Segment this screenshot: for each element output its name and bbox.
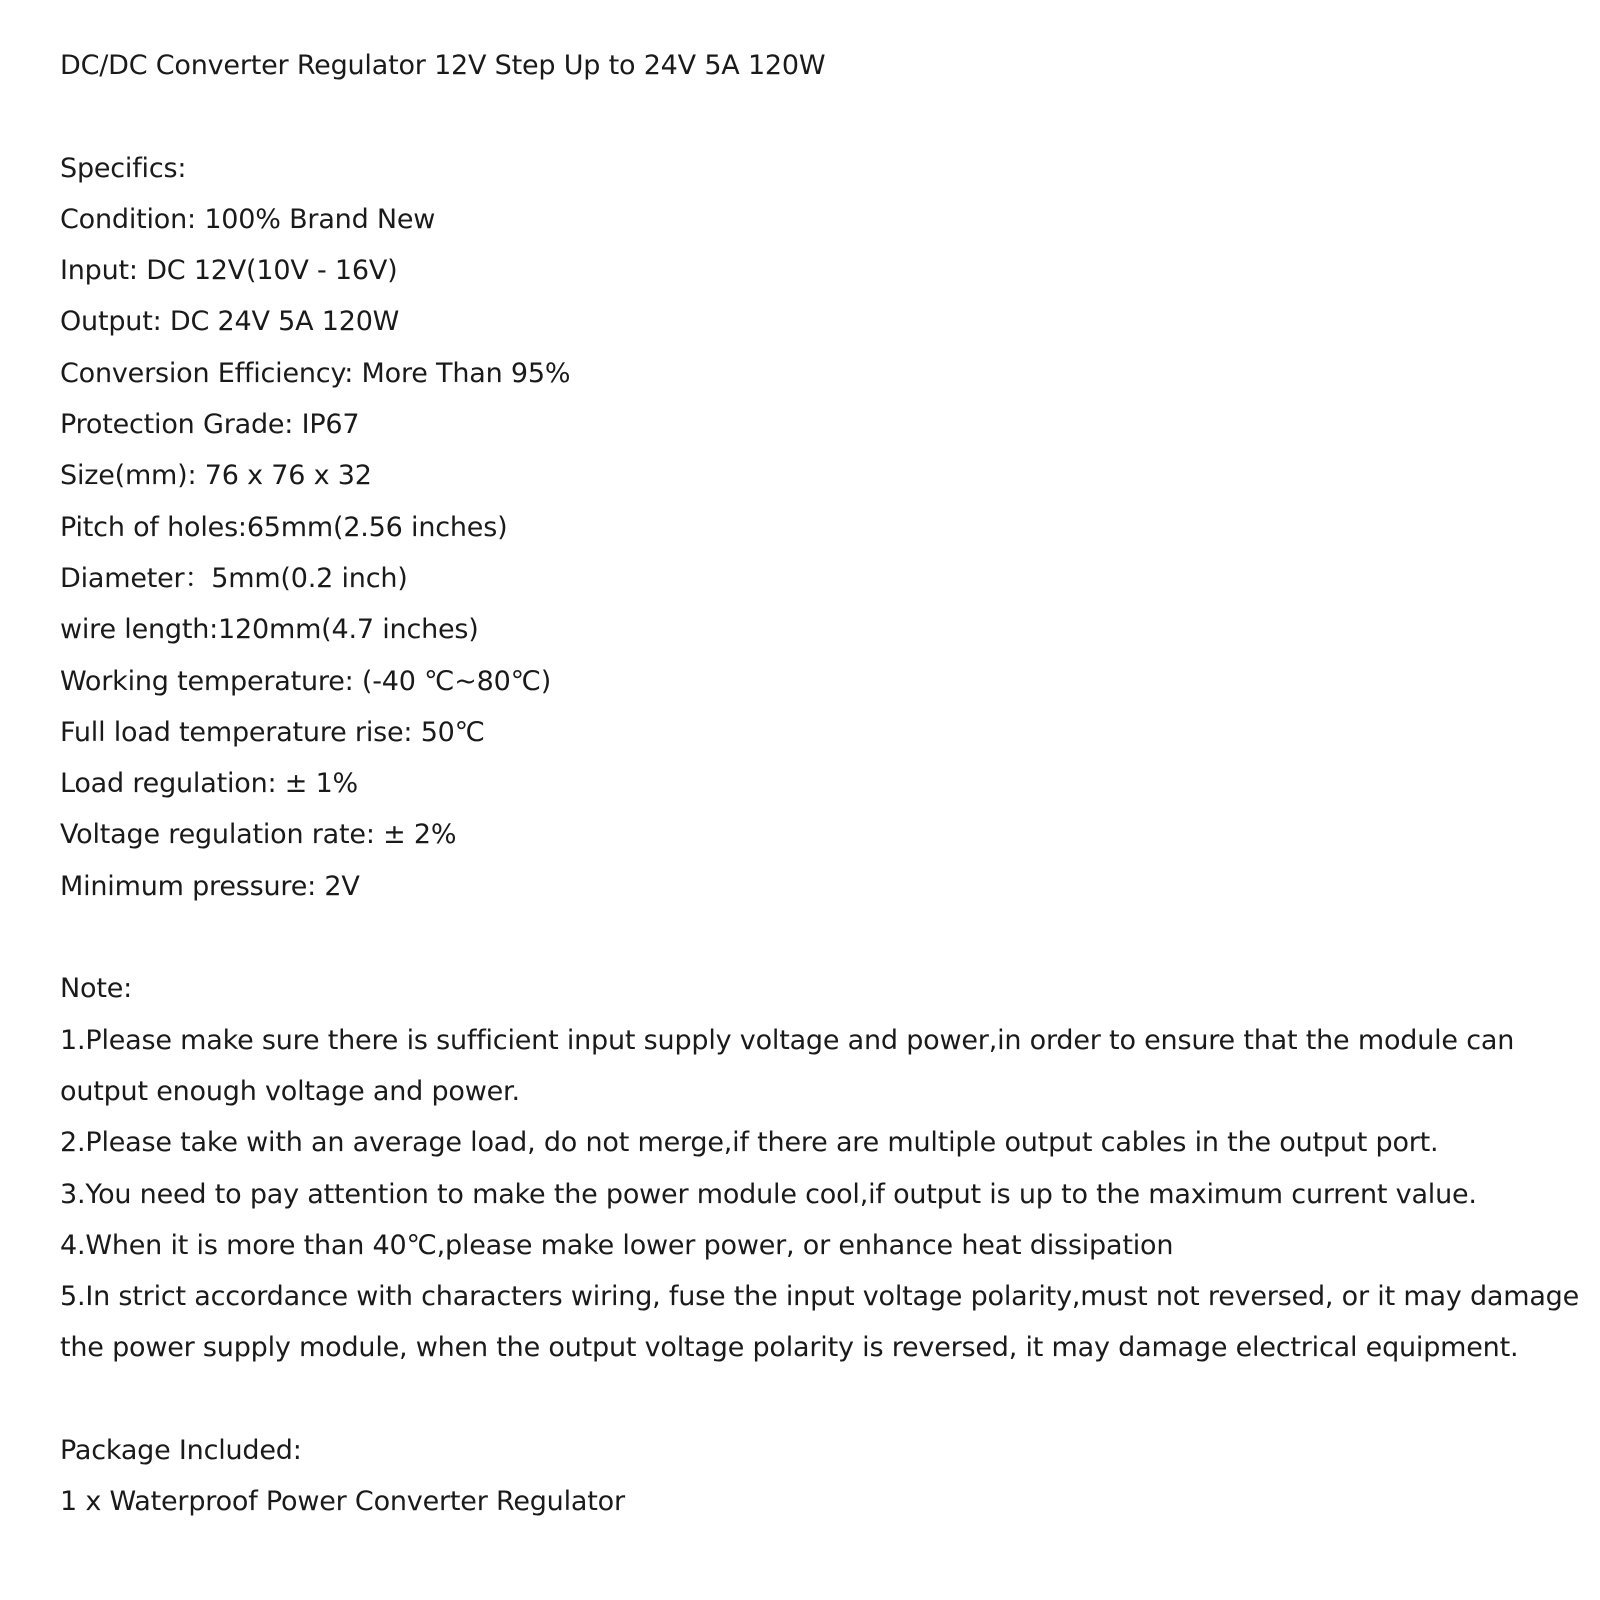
note-line: 1.Please make sure there is sufficient input supply voltage and power,in order to ensure that the module can	[60, 1024, 1515, 1056]
spec-condition: Condition: 100% Brand New	[60, 203, 436, 235]
note-line: 5.In strict accordance with characters wiring, fuse the input voltage polarity,must not reversed, or it may damage	[60, 1281, 1580, 1313]
note-line: 2.Please take with an average load, do not merge,if there are multiple output cables in the output port.	[60, 1127, 1439, 1159]
package-heading: Package Included:	[60, 1435, 302, 1467]
spec-voltage-regulation: Voltage regulation rate: ± 2%	[60, 819, 457, 851]
spacer	[60, 91, 1560, 142]
spec-diameter: Diameter：5mm(0.2 inch)	[60, 562, 408, 594]
note-line: 4.When it is more than 40℃,please make lower power, or enhance heat dissipation	[60, 1229, 1174, 1261]
note-line: output enough voltage and power.	[60, 1075, 520, 1107]
spacer	[60, 1374, 1560, 1425]
product-title: DC/DC Converter Regulator 12V Step Up to 24V 5A 120W	[60, 50, 826, 81]
specifics-heading: Specifics:	[60, 152, 187, 184]
spec-minimum-pressure: Minimum pressure: 2V	[60, 870, 360, 902]
product-description	[60, 40, 1580, 1528]
package-item: 1 x Waterproof Power Converter Regulator	[60, 1486, 625, 1518]
spec-wire-length: wire length:120mm(4.7 inches)	[60, 614, 479, 646]
note-line: 3.You need to pay attention to make the power module cool,if output is up to the maximum current value.	[60, 1178, 1477, 1210]
spec-hole-pitch: Pitch of holes:65mm(2.56 inches)	[60, 511, 508, 543]
note-line: the power supply module, when the output voltage polarity is reversed, it may damage electrical equipment.	[60, 1332, 1519, 1364]
spec-output: Output: DC 24V 5A 120W	[60, 306, 400, 338]
spec-efficiency: Conversion Efficiency: More Than 95%	[60, 357, 571, 389]
spacer	[60, 912, 1560, 963]
spec-protection-grade: Protection Grade: IP67	[60, 409, 360, 441]
spec-working-temperature: Working temperature: (-40 ℃~80℃)	[60, 665, 552, 697]
note-heading: Note:	[60, 973, 133, 1005]
spec-temperature-rise: Full load temperature rise: 50℃	[60, 716, 485, 748]
spec-size: Size(mm): 76 x 76 x 32	[60, 460, 372, 492]
spec-load-regulation: Load regulation: ± 1%	[60, 768, 359, 800]
spec-input: Input: DC 12V(10V - 16V)	[60, 255, 398, 287]
